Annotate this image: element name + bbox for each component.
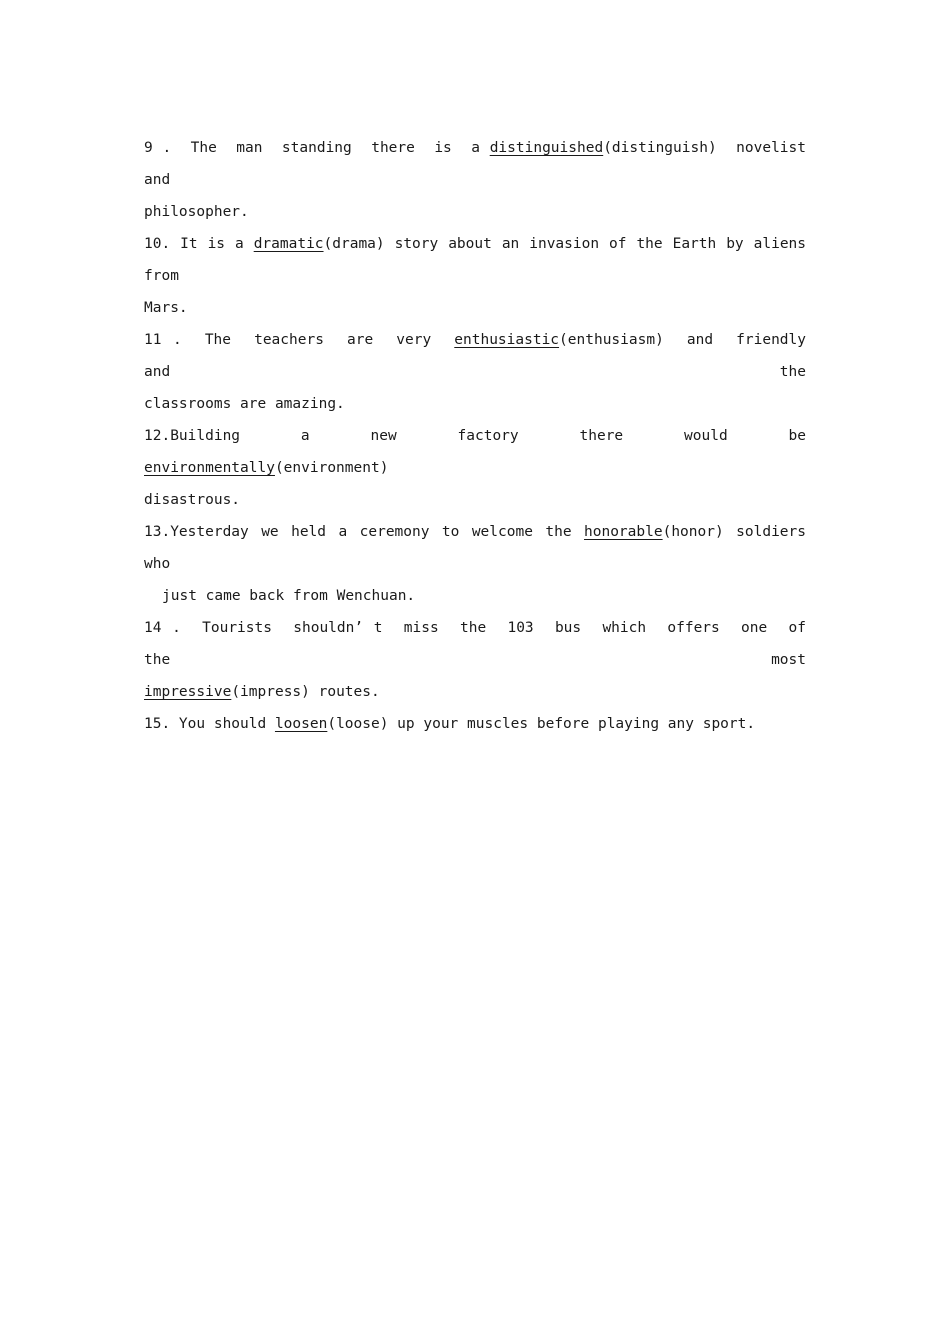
item-13-line-1: 13.Yesterday we held a ceremony to welcome the honorable(honor) soldiers who	[144, 524, 815, 572]
exercise-item-14	[144, 612, 824, 708]
item-15-line-1: 15. You should loosen(loose) up your muscles before playing any sport.	[144, 716, 756, 732]
item-12-line-2: disastrous.	[144, 492, 241, 508]
item-11-line-2: classrooms are amazing.	[144, 396, 345, 412]
item-9-line-2: philosopher.	[144, 204, 249, 220]
item-9-line-1: 9 . The man standing there is a distinguished(distinguish) novelist and	[144, 140, 824, 188]
answer-environmentally: environmentally	[144, 460, 275, 476]
answer-distinguished: distinguished	[489, 140, 604, 156]
item-14-line-1: 14 . Tourists shouldn’ t miss the 103 bus which offers one of the most	[144, 620, 824, 668]
exercise-item-13	[144, 516, 815, 612]
document-page	[144, 132, 833, 740]
item-13-line-2: just came back from Wenchuan.	[162, 588, 416, 604]
item-10-line-1: 10. It is a dramatic(drama) story about an invasion of the Earth by aliens from	[144, 236, 815, 284]
exercise-item-12	[144, 420, 833, 516]
answer-loosen: loosen	[274, 716, 328, 732]
item-11-line-1: 11 . The teachers are very enthusiastic(enthusiasm) and friendly and the	[144, 332, 824, 380]
answer-impressive: impressive	[144, 684, 232, 700]
item-12-line-1: 12.Building a new factory there would be environmentally(environment)	[144, 428, 833, 476]
exercise-item-11	[144, 324, 824, 420]
exercise-item-15	[144, 708, 806, 740]
item-10-line-2: Mars.	[144, 300, 188, 316]
exercise-item-9	[144, 132, 824, 228]
exercise-item-10	[144, 228, 815, 324]
answer-enthusiastic: enthusiastic	[454, 332, 560, 348]
item-14-line-2: impressive(impress) routes.	[144, 684, 380, 700]
answer-honorable: honorable	[584, 524, 663, 540]
answer-dramatic: dramatic	[253, 236, 324, 252]
